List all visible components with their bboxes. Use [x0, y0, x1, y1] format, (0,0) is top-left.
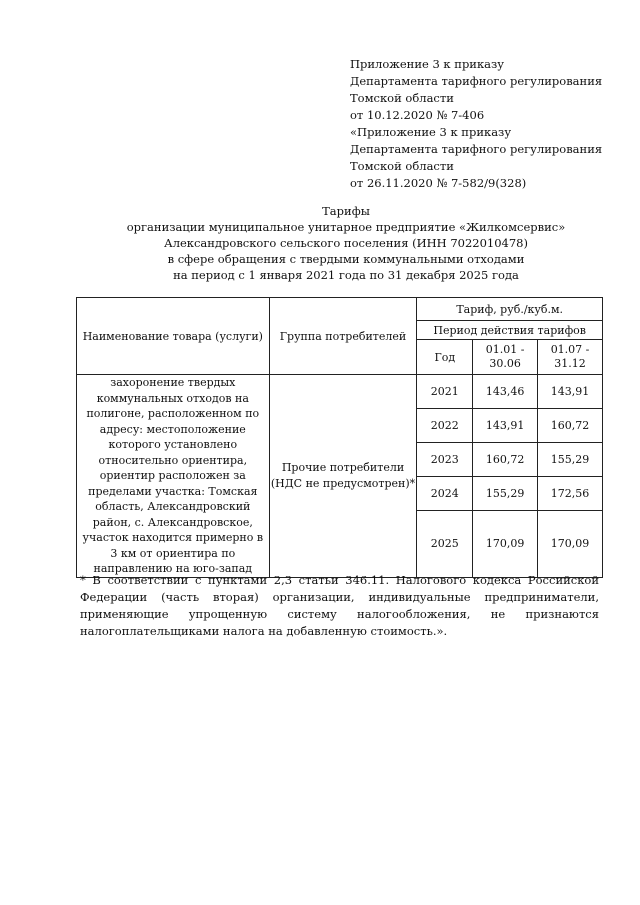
header-period-second — [538, 340, 603, 375]
row-first-half: 143,46 — [473, 375, 538, 409]
row-second-half: 172,56 — [538, 476, 603, 510]
appendix-line: от 26.11.2020 № 7-582/9(328) — [350, 176, 527, 190]
appendix-line: Департамента тарифного регулирования — [350, 74, 603, 88]
header-year: Год — [417, 340, 473, 375]
period-end: 31.12 — [554, 357, 586, 370]
row-second-half: 170,09 — [538, 510, 603, 577]
appendix-line: от 10.12.2020 № 7-406 — [350, 108, 485, 122]
title-line: в сфере обращения с твердыми коммунальными отходами — [167, 252, 525, 266]
row-year: 2023 — [417, 442, 473, 476]
row-first-half: 155,29 — [473, 476, 538, 510]
group-line: Прочие потребители — [281, 460, 405, 474]
appendix-line: Департамента тарифного регулирования — [350, 142, 603, 156]
table-row — [77, 375, 603, 409]
title-line: Александровского сельского поселения (ИНН 7022010478) — [163, 236, 528, 250]
appendix-line: Томской области — [350, 159, 454, 173]
row-year: 2021 — [417, 375, 473, 409]
period-start: 01.07 - — [550, 343, 590, 356]
title-line: Тарифы — [322, 204, 370, 218]
appendix-line: Томской области — [350, 91, 454, 105]
period-start: 01.01 - — [485, 343, 525, 356]
row-second-half: 143,91 — [538, 375, 603, 409]
row-first-half: 160,72 — [473, 442, 538, 476]
row-year: 2024 — [417, 476, 473, 510]
title-line: организации муниципальное унитарное предприятие «Жилкомсервис» — [126, 220, 566, 234]
row-first-half: 143,91 — [473, 408, 538, 442]
appendix-line: Приложение 3 к приказу — [350, 57, 505, 71]
document-title — [60, 203, 632, 283]
appendix-line: «Приложение 3 к приказу — [350, 125, 512, 139]
row-year: 2025 — [417, 510, 473, 577]
group-line: (НДС не предусмотрен)* — [270, 476, 416, 490]
header-group: Группа потребителей — [269, 298, 417, 375]
footnote: * В соответствии с пунктами 2,3 статьи 346.11. Налогового кодекса Российской Федерации (часть вторая) организации, индивидуальные предприниматели, применяющие упрощенную систему налогообложения, не признаются налогоплательщиками налога на добавленную стоимость.». — [80, 573, 599, 638]
header-period-first — [473, 340, 538, 375]
consumer-group — [269, 375, 417, 578]
header-name: Наименование товара (услуги) — [77, 298, 270, 375]
appendix-previous — [350, 124, 602, 192]
header-period: Период действия тарифов — [417, 321, 603, 340]
row-year: 2022 — [417, 408, 473, 442]
header-tariff: Тариф, руб./куб.м. — [417, 298, 603, 321]
tariff-table — [76, 297, 603, 578]
period-end: 30.06 — [489, 357, 521, 370]
appendix-current — [350, 56, 602, 124]
service-description: захоронение твердых коммунальных отходов на полигоне, расположенном по адресу: местоположение которого установлено относительно ориентира, ориентир расположен за пределами участка: Томская область, Александровский район, с. Александровское, участок находится примерно в 3 км от ориентира по направлению на юго-запад — [77, 375, 270, 578]
title-line: на период с 1 января 2021 года по 31 декабря 2025 года — [173, 268, 519, 282]
row-second-half: 160,72 — [538, 408, 603, 442]
row-second-half: 155,29 — [538, 442, 603, 476]
row-first-half: 170,09 — [473, 510, 538, 577]
